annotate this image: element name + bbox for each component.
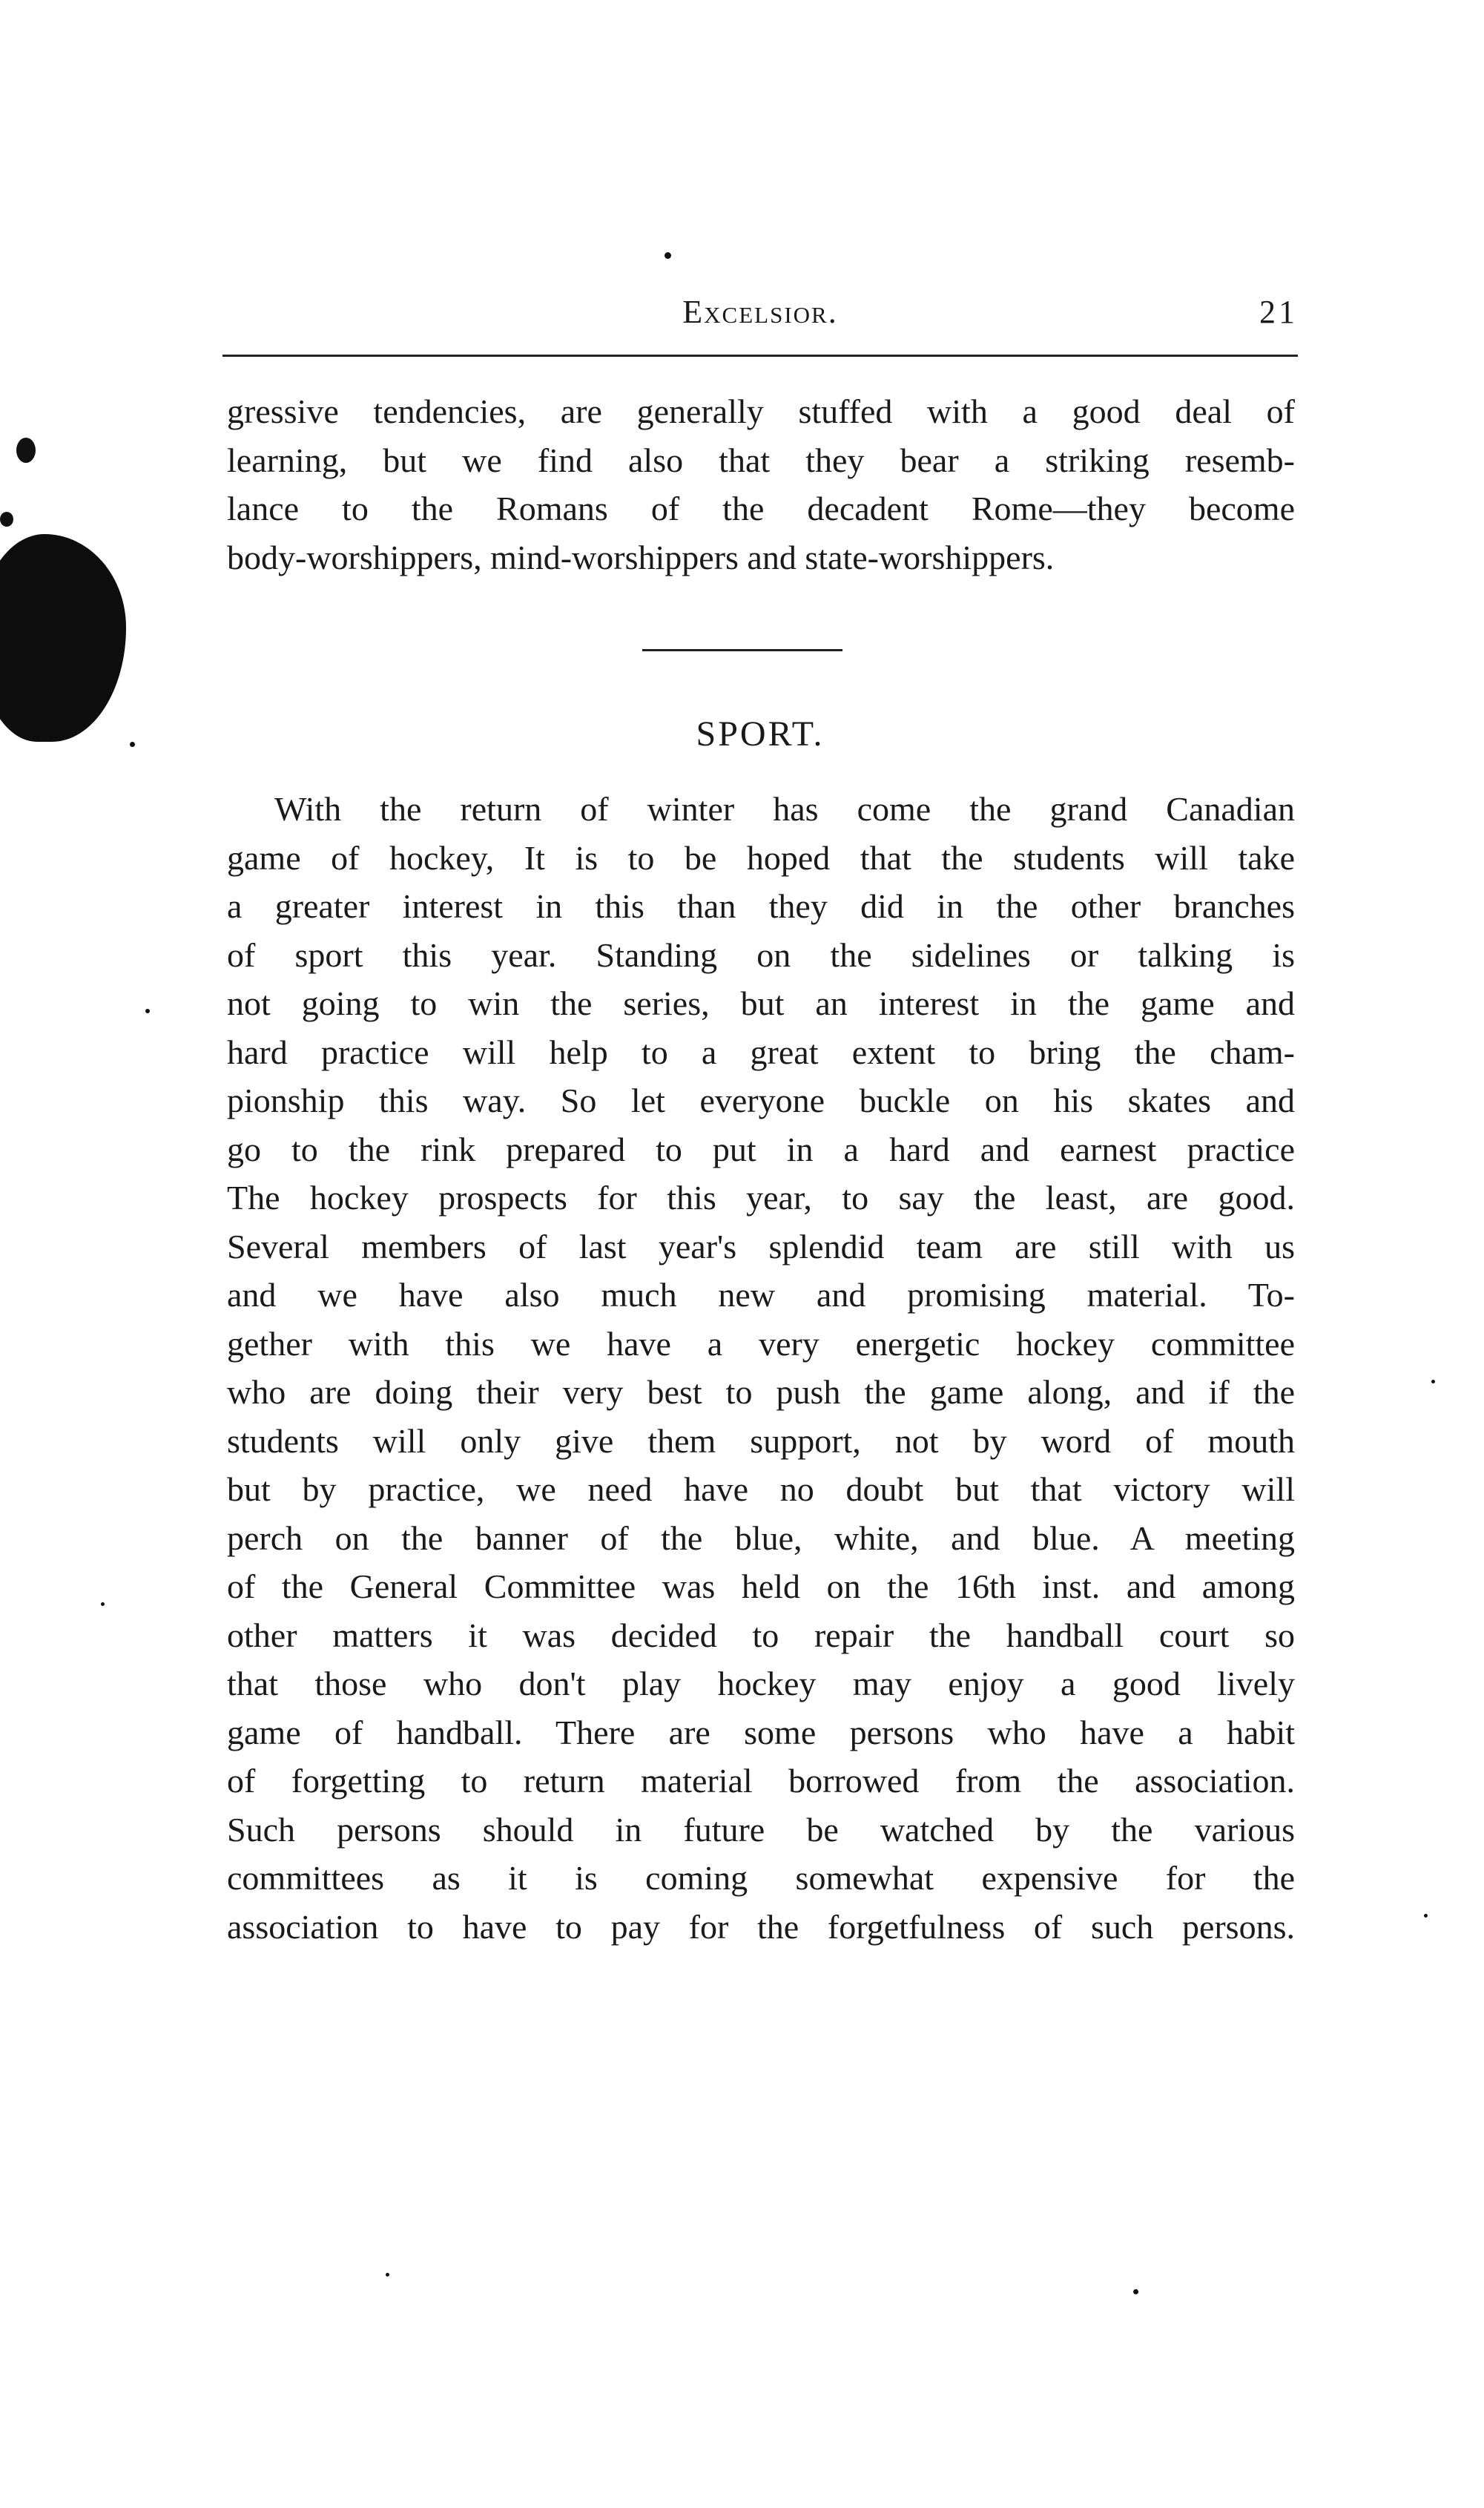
ink-spot <box>130 742 135 747</box>
ink-spot <box>664 252 671 259</box>
text-line: who are doing their very best to push the game along, and if the <box>227 1373 1295 1411</box>
ink-blot <box>0 534 126 742</box>
running-header <box>222 293 1298 345</box>
ink-spot <box>145 1009 150 1013</box>
ink-spot <box>1133 2289 1138 2294</box>
text-line: not going to win the series, but an interest in the game and <box>227 984 1295 1022</box>
page-number: 21 <box>1259 294 1298 330</box>
section-heading: SPORT. <box>696 714 825 754</box>
text-line: Such persons should in future be watched by the various <box>227 1810 1295 1849</box>
text-line: pionship this way. So let everyone buckle on his skates and <box>227 1082 1295 1119</box>
text-line: game of handball. There are some persons who have a habit <box>227 1713 1295 1751</box>
ink-spot <box>1431 1380 1435 1383</box>
ink-spot <box>101 1602 105 1606</box>
header-rule <box>222 355 1298 357</box>
text-line: committees as it is coming somewhat expensive for the <box>227 1859 1295 1897</box>
text-line: Several members of last year's splendid team are still with us <box>227 1227 1295 1265</box>
text-line: go to the rink prepared to put in a hard and earnest practice <box>227 1130 1295 1168</box>
text-line: game of hockey, It is to be hoped that the students will take <box>227 838 1295 877</box>
continued-paragraph <box>227 387 1295 582</box>
text-line: but by practice, we need have no doubt but that victory will <box>227 1470 1295 1508</box>
text-line: and we have also much new and promising material. To- <box>227 1276 1295 1314</box>
text-line: of sport this year. Standing on the sidelines or talking is <box>227 935 1295 974</box>
text-line: students will only give them support, not by word of mouth <box>227 1421 1295 1460</box>
text-line: The hockey prospects for this year, to say the least, are good. <box>227 1179 1295 1217</box>
text-line: a greater interest in this than they did in the other branches <box>227 887 1295 925</box>
text-line: gressive tendencies, are generally stuffed with a good deal of <box>227 392 1295 430</box>
text-line: other matters it was decided to repair the handball court so <box>227 1616 1295 1654</box>
text-line: lance to the Romans of the decadent Rome—they become <box>227 490 1295 527</box>
text-line: that those who don't play hockey may enjoy a good lively <box>227 1665 1295 1702</box>
running-title: Excelsior. <box>682 294 838 330</box>
text-line: perch on the banner of the blue, white, and blue. A meeting <box>227 1518 1295 1557</box>
ink-spot <box>0 512 13 527</box>
text-line: gether with this we have a very energetic hockey committee <box>227 1324 1295 1363</box>
text-line: body-worshippers, mind-worshippers and state-worshippers. <box>227 538 1055 576</box>
section-divider <box>642 649 842 651</box>
text-line: learning, but we find also that they bear a striking resemb- <box>227 441 1295 479</box>
ink-spot <box>1424 1914 1428 1918</box>
text-line: of the General Committee was held on the 16th inst. and among <box>227 1567 1295 1605</box>
text-line: of forgetting to return material borrowed from the association. <box>227 1762 1295 1800</box>
ink-spot <box>16 438 36 463</box>
text-line: hard practice will help to a great extent to bring the cham- <box>227 1033 1295 1071</box>
text-line: With the return of winter has come the grand Canadian <box>274 790 1295 828</box>
sport-paragraph <box>227 785 1295 1951</box>
ink-spot <box>386 2273 389 2277</box>
text-line: association to have to pay for the forgetfulness of such persons. <box>227 1907 1295 1946</box>
